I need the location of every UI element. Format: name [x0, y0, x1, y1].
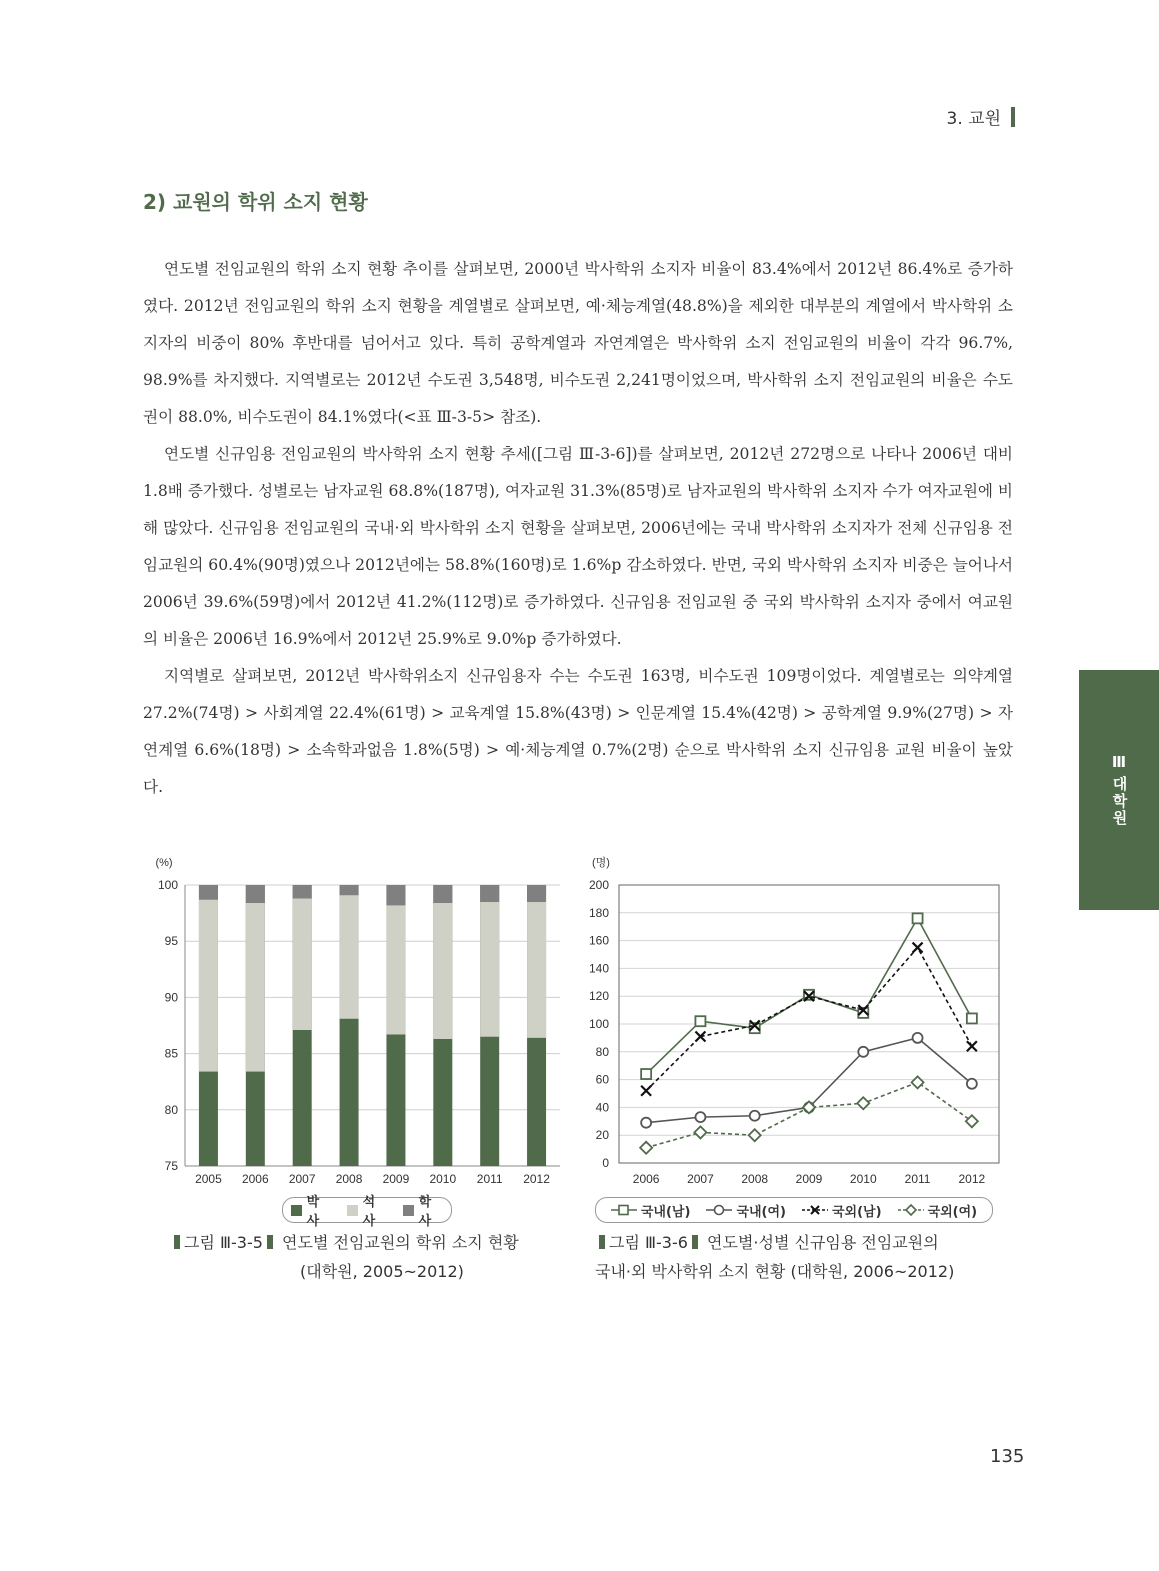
figure2-caption [595, 1228, 1015, 1286]
legend-swatch-master [347, 1205, 358, 1216]
caption-mark [267, 1235, 273, 1249]
point-국외(여)-2007 [694, 1126, 706, 1138]
y-tick-label: 20 [595, 1128, 609, 1143]
figure1-title: 연도별 전임교원의 학위 소지 현황 [282, 1233, 519, 1252]
legend-marker-x [802, 1204, 828, 1216]
x-tick-label: 2012 [523, 1172, 550, 1186]
legend-swatch-doctor [291, 1205, 302, 1216]
x-tick-label: 2009 [382, 1172, 410, 1186]
x-tick-label: 2005 [195, 1172, 222, 1186]
chapter-label: 3. 교원 [946, 109, 1001, 129]
y-unit-label: (%) [155, 857, 173, 869]
caption-mark [599, 1235, 605, 1249]
y-tick-label: 200 [588, 878, 609, 892]
point-국내(남)-2006 [641, 1069, 651, 1079]
point-국내(남)-2012 [967, 1013, 977, 1023]
point-국내(여)-2010 [858, 1047, 868, 1057]
chapter-side-tab [1079, 670, 1159, 910]
point-국내(남)-2011 [913, 913, 923, 923]
paragraph-1: 연도별 전임교원의 학위 소지 현황 추이를 살펴보면, 2000년 박사학위 소지자 비율이 83.4%에서 2012년 86.4%로 증가하였다. 2012년 전임교원의 학위 소지 현황을 계열별로 살펴보면, 예·체능계열(48.8%)을 제외한 대부분의 계열에서 박사학위 소지자의 비중이 80% 후반대를 넘어서고 있다. 특히 공학계열과 자연계열은 박사학위 소지 전임교원의 비율이 각각 96.7%, 98.9%를 차지했다. 지역별로는 2012년 수도권 3,548명, 비수도권 2,241명이었으며, 박사학위 소지 전임교원의 비율은 수도권이 88.0%, 비수도권이 84.1%였다(<표 Ⅲ-3-5> 참조). [143, 260, 1013, 426]
chart1-legend [282, 1195, 452, 1229]
point-국외(남)-2011 [913, 943, 923, 953]
page-number: 135 [990, 1446, 1025, 1467]
figure2-label: 그림 Ⅲ-3-6 [609, 1233, 688, 1252]
bar-학사-2009 [386, 885, 405, 905]
y-tick-label: 100 [588, 1017, 609, 1031]
new-hire-doctorate-line-chart [583, 850, 1013, 1195]
point-국내(여)-2007 [695, 1112, 705, 1122]
figure1-subtitle: (대학원, 2005~2012) [300, 1262, 464, 1281]
point-국내(여)-2012 [967, 1079, 977, 1089]
bar-학사-2012 [527, 885, 546, 902]
x-tick-label: 2006 [632, 1172, 660, 1186]
x-tick-label: 2012 [958, 1172, 986, 1186]
point-국내(여)-2006 [641, 1118, 651, 1128]
figure2-title: 연도별·성별 신규임용 전임교원의 [707, 1233, 939, 1252]
caption-mark [174, 1235, 180, 1249]
x-tick-label: 2010 [429, 1172, 457, 1186]
x-tick-label: 2011 [904, 1172, 931, 1186]
x-tick-label: 2007 [687, 1172, 714, 1186]
bar-석사-2012 [527, 902, 546, 1038]
legend-marker-square [611, 1204, 637, 1216]
y-tick-label: 75 [164, 1159, 178, 1173]
legend-swatch-bachelor [403, 1205, 414, 1216]
bar-석사-2010 [433, 903, 452, 1039]
legend-item-domestic-male: 국내(남) [611, 1201, 691, 1220]
y-tick-label: 80 [595, 1044, 609, 1059]
chart2-legend [595, 1197, 993, 1223]
y-tick-label: 140 [588, 961, 609, 976]
legend-item-foreign-female: 국외(여) [898, 1201, 978, 1220]
bar-학사-2010 [433, 885, 452, 903]
point-국외(남)-2006 [641, 1086, 651, 1096]
bar-학사-2011 [480, 885, 499, 902]
y-tick-label: 60 [595, 1072, 609, 1087]
x-tick-label: 2007 [288, 1172, 316, 1186]
running-header [947, 104, 1015, 129]
point-국외(여)-2012 [966, 1115, 978, 1127]
figure2-subtitle: 국내·외 박사학위 소지 현황 (대학원, 2006~2012) [595, 1262, 955, 1281]
caption-mark [692, 1235, 698, 1249]
point-국외(여)-2006 [640, 1142, 652, 1154]
bar-석사-2009 [386, 905, 405, 1034]
x-tick-label: 2008 [741, 1172, 769, 1186]
side-tab-number: Ⅲ [1111, 753, 1127, 771]
x-tick-label: 2009 [795, 1172, 823, 1186]
figure1-caption [170, 1228, 570, 1286]
bar-석사-2006 [246, 903, 265, 1072]
legend-item-foreign-male: 국외(남) [802, 1201, 882, 1220]
x-tick-label: 2006 [241, 1172, 269, 1186]
legend-item-doctor: 박사 [291, 1191, 331, 1229]
bar-석사-2011 [480, 902, 499, 1037]
header-bar [1011, 107, 1015, 127]
paragraph-2: 연도별 신규임용 전임교원의 박사학위 소지 현황 추세([그림 Ⅲ-3-6])를 살펴보면, 2012년 272명으로 나타나 2006년 대비 1.8배 증가했다. 성별로는 남자교원 68.8%(187명), 여자교원 31.3%(85명)로 남자교원의 박사학위 소지자 수가 여자교원에 비해 많았다. 신규임용 전임교원의 국내·외 박사학위 소지 현황을 살펴보면, 2006년에는 국내 박사학위 소지자가 전체 신규임용 전임교원의 60.4%(90명)였으나 2012년에는 58.8%(160명)로 1.6%p 감소하였다. 반면, 국외 박사학위 소지자 비중은 늘어나서 2006년 39.6%(59명)에서 2012년 41.2%(112명)로 증가하였다. 신규임용 전임교원 중 국외 박사학위 소지자 중에서 여교원의 비율은 2006년 16.9%에서 2012년 25.9%로 9.0%p 증가하였다. [143, 445, 1013, 648]
legend-item-domestic-female: 국내(여) [706, 1201, 786, 1220]
y-tick-label: 120 [588, 989, 609, 1004]
body-text [143, 251, 1013, 806]
y-tick-label: 80 [164, 1102, 178, 1117]
y-tick-label: 85 [164, 1046, 178, 1061]
bar-석사-2005 [199, 900, 218, 1072]
point-국내(여)-2011 [913, 1033, 923, 1043]
x-tick-label: 2008 [335, 1172, 363, 1186]
y-tick-label: 0 [602, 1156, 609, 1170]
legend-marker-diamond [898, 1204, 924, 1216]
y-unit-label: (명) [592, 857, 610, 869]
point-국내(남)-2007 [695, 1016, 705, 1026]
bar-학사-2007 [293, 885, 312, 898]
x-tick-label: 2010 [849, 1172, 877, 1186]
bar-석사-2008 [340, 895, 359, 1019]
point-국외(남)-2012 [967, 1041, 977, 1051]
point-국외(여)-2008 [749, 1129, 761, 1141]
y-tick-label: 100 [157, 878, 178, 892]
bar-학사-2008 [340, 885, 359, 895]
y-tick-label: 180 [588, 905, 609, 920]
paragraph-3: 지역별로 살펴보면, 2012년 박사학위소지 신규임용자 수는 수도권 163명, 비수도권 109명이었다. 계열별로는 의약계열 27.2%(74명) > 사회계열 22.4%(61명) > 교육계열 15.8%(43명) > 인문계열 15.4%(42명) > 공학계열 9.9%(27명) > 자연계열 6.6%(18명) > 소속학과없음 1.8%(5명) > 예·체능계열 0.7%(2명) 순으로 박사학위 소지 신규임용 교원 비율이 높았다. [143, 667, 1013, 796]
bar-학사-2005 [199, 885, 218, 900]
figure1-label: 그림 Ⅲ-3-5 [184, 1233, 263, 1252]
legend-item-bachelor: 학사 [403, 1191, 443, 1229]
y-tick-label: 40 [595, 1100, 609, 1115]
y-tick-label: 90 [164, 990, 178, 1005]
legend-item-master: 석사 [347, 1191, 387, 1229]
point-국내(여)-2008 [750, 1111, 760, 1121]
y-tick-label: 95 [164, 934, 178, 949]
y-tick-label: 160 [588, 933, 609, 948]
legend-marker-circle [706, 1204, 732, 1216]
side-tab-label: 대학원 [1110, 776, 1129, 827]
section-title: 2) 교원의 학위 소지 현황 [143, 190, 368, 214]
bar-석사-2007 [293, 898, 312, 1030]
degree-stacked-bar-chart [140, 850, 570, 1195]
bar-학사-2006 [246, 885, 265, 903]
x-tick-label: 2011 [476, 1172, 503, 1186]
point-국외(여)-2011 [912, 1076, 924, 1088]
